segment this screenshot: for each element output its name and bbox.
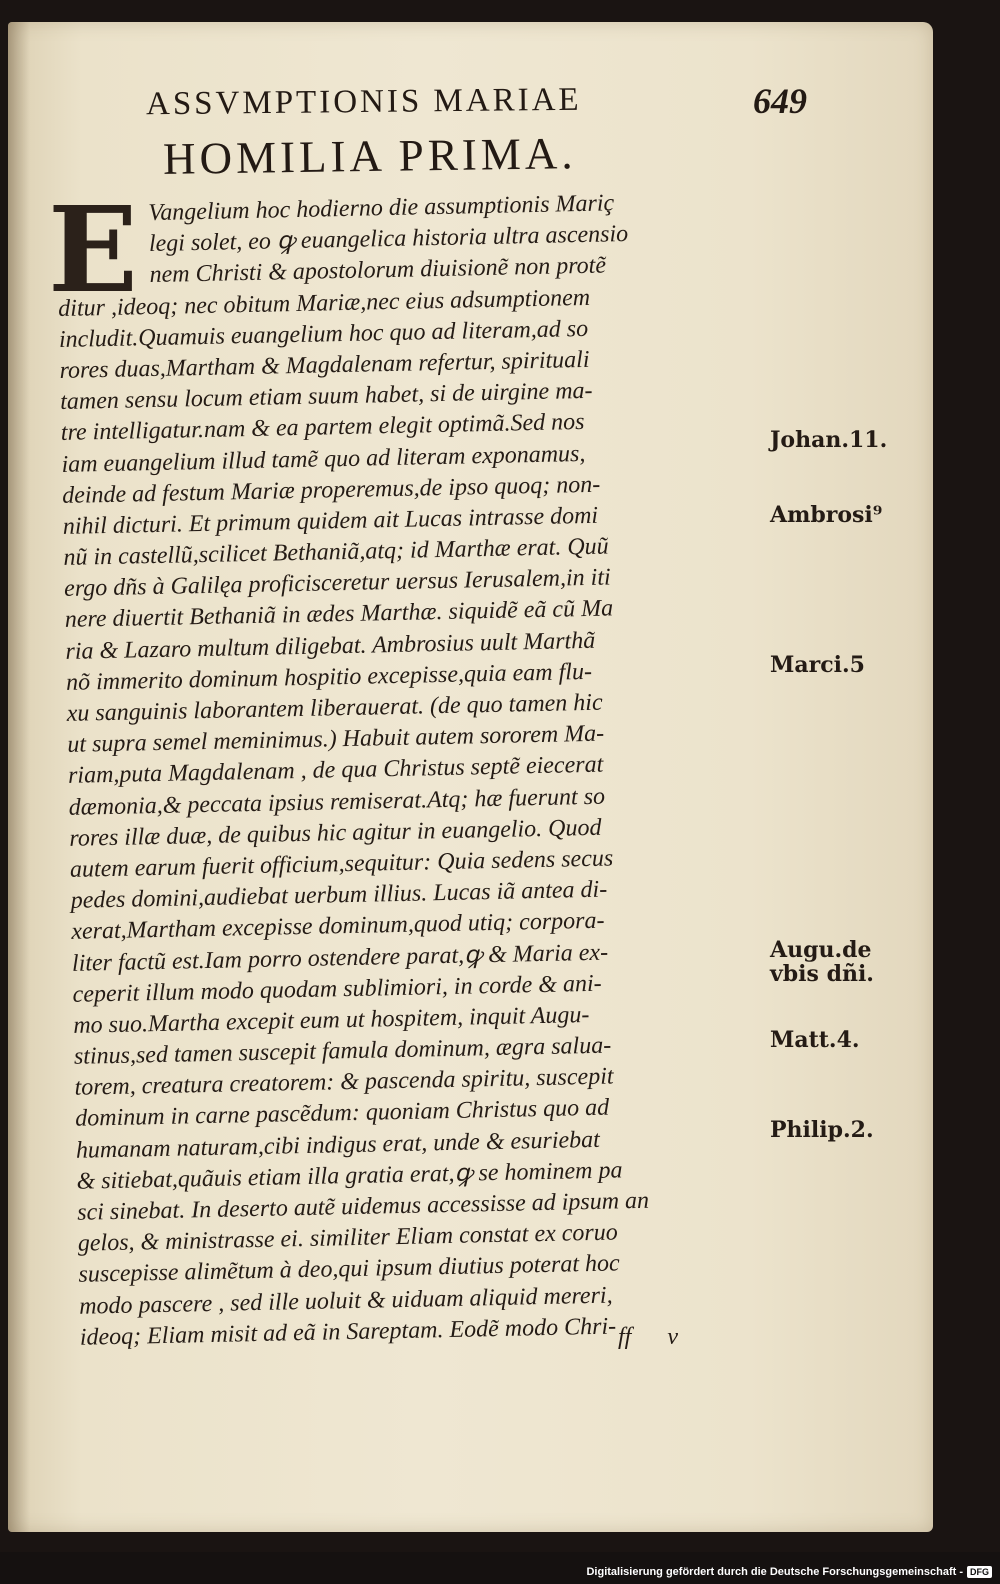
- text-line: ut supra semel meminimus.) Habuit autem sororem Ma-: [67, 720, 605, 759]
- text-line: deinde ad festum Mariæ properemus,de ipso quoq; non-: [61, 471, 601, 509]
- margin-note-augustinus-line1: Augu.de: [770, 937, 872, 963]
- text-line: nihil dicturi. Et primum quidem ait Lucas intrasse domi: [62, 502, 599, 540]
- dfg-logo: DFG: [967, 1566, 992, 1578]
- text-line: dominum in carne pascẽdum: quoniam Christus quo ad: [74, 1095, 610, 1133]
- text-line: tre intelligatur.nam & ea partem elegit optimã.Sed nos: [60, 409, 585, 447]
- catchword: v: [667, 1324, 678, 1350]
- text-line: modo pascere , sed ille uoluit & uiduam aliquid mereri,: [78, 1282, 613, 1320]
- text-line: legi solet, eo ꝙ euangelica historia ultra ascensio: [148, 221, 629, 258]
- margin-note-ambrosius: Ambrosi⁹: [770, 502, 883, 528]
- homily-title: HOMILIA PRIMA.: [162, 128, 577, 184]
- catchword-line: [618, 1324, 678, 1351]
- text-line: autem earum fuerit officium,sequitur: Quia sedens secus: [69, 845, 614, 883]
- text-line: rores illæ duæ, de quibus hic agitur in euangelio. Quod: [69, 814, 602, 852]
- body-text: [56, 185, 800, 1354]
- text-line: nõ immerito dominum hospitio excepisse,quia eam flu-: [65, 658, 593, 696]
- text-line: pedes domini,audiebat uerbum illius. Lucas iã antea di-: [70, 876, 608, 914]
- text-line: torem, creatura creatorem: & pascenda spiritu, suscepit: [74, 1063, 614, 1102]
- text-line: humanam naturam,cibi indigus erat, unde & esuriebat: [75, 1126, 601, 1164]
- text-line: ideoq; Eliam misit ad eã in Sareptam. Eodẽ modo Chri-: [79, 1313, 617, 1351]
- text-line: nũ in castellũ,scilicet Bethaniã,atq; id Marthæ erat. Quũ: [63, 533, 609, 571]
- margin-note-marci: Marci.5: [770, 652, 865, 678]
- text-line: stinus,sed tamen suscepit famula dominum, ægra salua-: [73, 1032, 612, 1070]
- decorated-initial: E: [48, 180, 138, 319]
- text-line: ria & Lazaro multum diligebat. Ambrosius uult Marthã: [65, 627, 596, 665]
- marginal-notes: [770, 22, 920, 1532]
- text-line: tamen sensu locum etiam suum habet, si de uirgine ma-: [59, 377, 593, 416]
- margin-note-philip: Philip.2.: [770, 1117, 874, 1143]
- margin-note-matt: Matt.4.: [770, 1027, 860, 1053]
- text-line: nem Christi & apostolorum diuisionẽ non protẽ: [149, 252, 607, 289]
- digitization-credit: [586, 1566, 992, 1578]
- text-line: riam,puta Magdalenam , de qua Christus septẽ eiecerat: [67, 752, 604, 790]
- margin-note-johan: Johan.11.: [770, 427, 888, 453]
- text-line: xu sanguinis laborantem liberauerat. (de quo tamen hic: [66, 689, 603, 727]
- gutter-shadow: [8, 22, 30, 1532]
- margin-note-augustinus-line2: vbis dñi.: [770, 961, 874, 987]
- text-line: xerat,Martham excepisse dominum,quod utiq; corpora-: [71, 907, 605, 946]
- signature-mark: ff: [618, 1324, 632, 1350]
- text-line: liter factũ est.Iam porro ostendere parat,ꝙ & Maria ex-: [71, 939, 609, 977]
- book-page: [8, 22, 933, 1532]
- text-line: Vangelium hoc hodierno die assumptionis Mariç: [148, 190, 615, 227]
- text-line: iam euangelium illud tamẽ quo ad literam exponamus,: [61, 440, 586, 478]
- running-head: ASSVMPTIONIS MARIAE: [145, 81, 582, 123]
- text-line: gelos, & ministrasse ei. similiter Eliam constat ex coruo: [77, 1219, 618, 1257]
- text-line: mo suo.Martha excepit eum ut hospitem, inquit Augu-: [73, 1001, 590, 1039]
- text-line: sci sinebat. In deserto autẽ uidemus accessisse ad ipsum an: [76, 1187, 650, 1226]
- text-line: ceperit illum modo quodam sublimiori, in corde & ani-: [72, 970, 602, 1008]
- text-line: dæmonia,& peccata ipsius remiserat.Atq; hæ fuerunt so: [68, 783, 606, 821]
- page-number: 649: [753, 81, 807, 121]
- text-line: rores duas,Martham & Magdalenam refertur, spirituali: [59, 346, 590, 384]
- text-line: includit.Quamuis euangelium hoc quo ad literam,ad so: [58, 315, 589, 353]
- text-line: & sitiebat,quãuis etiam illa gratia erat,ꝙ se hominem pa: [76, 1157, 623, 1195]
- credit-text: Digitalisierung gefördert durch die Deutsche Forschungsgemeinschaft -: [586, 1566, 963, 1578]
- text-line: nere diuertit Bethaniã in ædes Marthæ. siquidẽ eã cũ Ma: [64, 595, 614, 634]
- text-line: suscepisse alimẽtum à deo,qui ipsum diutius poterat hoc: [78, 1250, 620, 1289]
- margin-note-augustinus: [770, 937, 874, 987]
- text-line: ditur ,ideoq; nec obitum Mariæ,nec eius adsumptionem: [58, 284, 591, 322]
- text-line: ergo dñs à Galilęa proficisceretur uersus Ierusalem,in iti: [63, 564, 611, 603]
